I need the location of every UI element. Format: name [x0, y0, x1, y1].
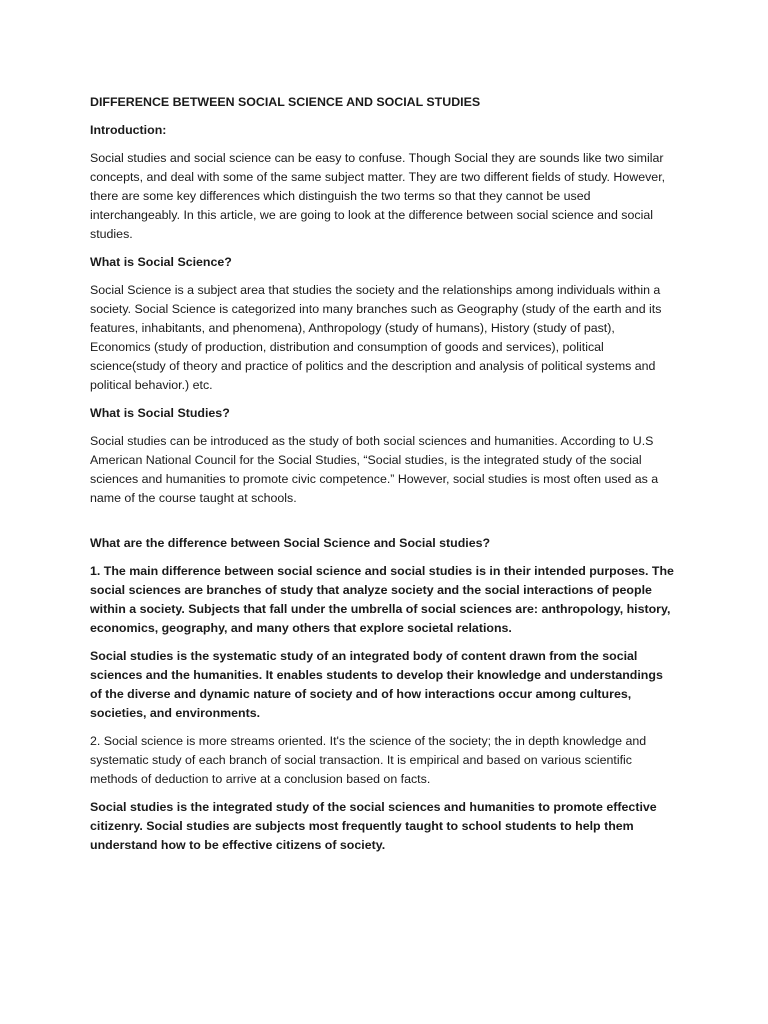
difference-point-2: 2. Social science is more streams oriented. It's the science of the society; the in depth knowledge and systematic study of each branch of social transaction. It is empirical and based on various scientific methods of deduction to arrive at a conclusion based on facts.	[90, 734, 647, 786]
social-studies-paragraph: Social studies can be introduced as the study of both social sciences and humanities. According to U.S American National Council for the Social Studies, “Social studies, is the integrated study of the social sciences and humanities to promote civic competence.” However, social studies is most often used as a name of the course taught at schools.	[90, 434, 659, 505]
intro-paragraph: Social studies and social science can be easy to confuse. Though Social they are sounds like two similar concepts, and deal with some of the same subject matter. They are two different fields of study. However, there are some key differences which distinguish the two terms so that they cannot be used interchangeably. In this article, we are going to look at the difference between social science and social studies.	[90, 151, 666, 241]
difference-point-1-followup: Social studies is the systematic study of an integrated body of content drawn from the social sciences and the humanities. It enables students to develop their knowledge and understandings of the diverse and dynamic nature of society and of how interactions occur among cultures, societies, and environments.	[90, 649, 663, 720]
document-page	[90, 93, 675, 864]
social-science-heading: What is Social Science?	[90, 255, 232, 269]
intro-heading: Introduction:	[90, 123, 167, 137]
social-science-paragraph: Social Science is a subject area that studies the society and the relationships among individuals within a society. Social Science is categorized into many branches such as Geography (study of the earth and its features, inhabitants, and phenomena), Anthropology (study of humans), History (study of past), Economics (study of production, distribution and consumption of goods and services), political science(study of theory and practice of politics and the description and analysis of political systems and political behavior.) etc.	[90, 283, 662, 392]
social-studies-heading: What is Social Studies?	[90, 406, 230, 420]
difference-point-1: 1. The main difference between social science and social studies is in their intended purposes. The social sciences are branches of study that analyze society and the social interactions of people within a society. Subjects that fall under the umbrella of social sciences are: anthropology, history, economics, geography, and many others that explore societal relations.	[90, 564, 674, 635]
difference-point-2-followup: Social studies is the integrated study of the social sciences and humanities to promote effective citizenry. Social studies are subjects most frequently taught to school students to help them understand how to be effective citizens of society.	[90, 800, 657, 852]
difference-heading: What are the difference between Social Science and Social studies?	[90, 536, 491, 550]
document-title: DIFFERENCE BETWEEN SOCIAL SCIENCE AND SOCIAL STUDIES	[90, 95, 481, 109]
